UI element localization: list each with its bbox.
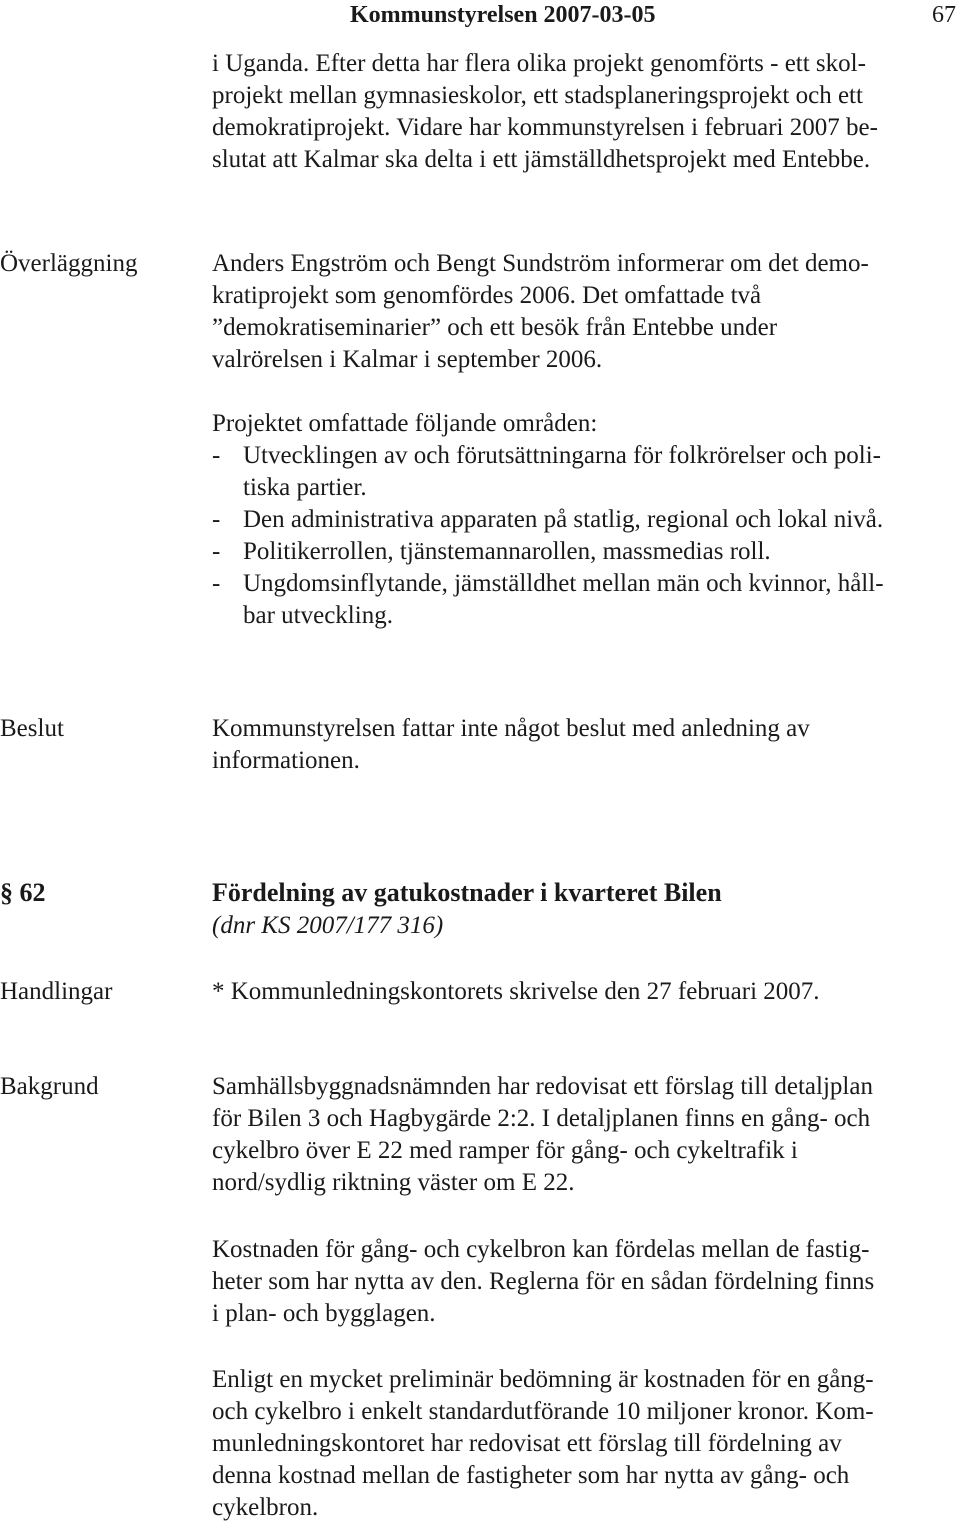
intro-line: projekt mellan gymnasieskolor, ett stadsplaneringsprojekt och ett <box>212 82 863 109</box>
bakgrund-line: Samhällsbyggnadsnämnden har redovisat ett förslag till detaljplan <box>212 1073 873 1100</box>
handlingar-label: Handlingar <box>0 978 113 1005</box>
overlaggning-line: kratiprojekt som genomfördes 2006. Det omfattade två <box>212 282 762 309</box>
bakgrund-line: Enligt en mycket preliminär bedömning är kostnaden för en gång- <box>212 1366 874 1393</box>
list-item-line: Politikerrollen, tjänstemannarollen, massmedias roll. <box>243 538 771 565</box>
intro-line: i Uganda. Efter detta har flera olika projekt genomförts - ett skol- <box>212 50 866 77</box>
bakgrund-line: denna kostnad mellan de fastigheter som har nytta av gång- och <box>212 1462 850 1489</box>
section-title: Fördelning av gatukostnader i kvarteret Bilen <box>212 878 722 907</box>
section-dnr: (dnr KS 2007/177 316) <box>212 912 444 939</box>
page-number: 67 <box>932 2 956 28</box>
beslut-label: Beslut <box>0 715 64 742</box>
page-header-title: Kommunstyrelsen 2007-03-05 <box>350 2 656 28</box>
bakgrund-line: Kostnaden för gång- och cykelbron kan fördelas mellan de fastig- <box>212 1236 870 1263</box>
bakgrund-line: för Bilen 3 och Hagbygärde 2:2. I detaljplanen finns en gång- och <box>212 1105 871 1132</box>
bakgrund-line: nord/sydlig riktning väster om E 22. <box>212 1169 575 1196</box>
bakgrund-line: och cykelbro i enkelt standardutförande 10 miljoner kronor. Kom- <box>212 1398 874 1425</box>
list-dash: - <box>212 538 221 565</box>
list-dash: - <box>212 442 221 469</box>
overlaggning-line: Anders Engström och Bengt Sundström informerar om det demo- <box>212 250 869 277</box>
overlaggning-line: valrörelsen i Kalmar i september 2006. <box>212 346 603 373</box>
handlingar-text: * Kommunledningskontorets skrivelse den 27 februari 2007. <box>212 978 820 1005</box>
bakgrund-label: Bakgrund <box>0 1073 99 1100</box>
overlaggning-line: ”demokratiseminarier” och ett besök från Entebbe under <box>212 314 778 341</box>
list-dash: - <box>212 570 221 597</box>
intro-line: demokratiprojekt. Vidare har kommunstyrelsen i februari 2007 be- <box>212 114 878 141</box>
list-item-line: Den administrativa apparaten på statlig, regional och lokal nivå. <box>243 506 884 533</box>
list-intro: Projektet omfattade följande områden: <box>212 410 598 437</box>
bakgrund-line: cykelbro över E 22 med ramper för gång- och cykeltrafik i <box>212 1137 798 1164</box>
bakgrund-line: cykelbron. <box>212 1494 319 1521</box>
list-item-line: tiska partier. <box>243 474 367 501</box>
beslut-line: informationen. <box>212 747 360 774</box>
list-item-line: bar utveckling. <box>243 602 393 629</box>
section-number: § 62 <box>0 878 46 907</box>
bakgrund-line: munledningskontoret har redovisat ett förslag till fördelning av <box>212 1430 842 1457</box>
intro-line: slutat att Kalmar ska delta i ett jämställdhetsprojekt med Entebbe. <box>212 146 871 173</box>
list-item-line: Ungdomsinflytande, jämställdhet mellan män och kvinnor, håll- <box>243 570 884 597</box>
list-item-line: Utvecklingen av och förutsättningarna för folkrörelser och poli- <box>243 442 881 469</box>
bakgrund-line: heter som har nytta av den. Reglerna för en sådan fördelning finns <box>212 1268 875 1295</box>
bakgrund-line: i plan- och bygglagen. <box>212 1300 436 1327</box>
beslut-line: Kommunstyrelsen fattar inte något beslut med anledning av <box>212 715 810 742</box>
overlaggning-label: Överläggning <box>0 250 138 277</box>
list-dash: - <box>212 506 221 533</box>
